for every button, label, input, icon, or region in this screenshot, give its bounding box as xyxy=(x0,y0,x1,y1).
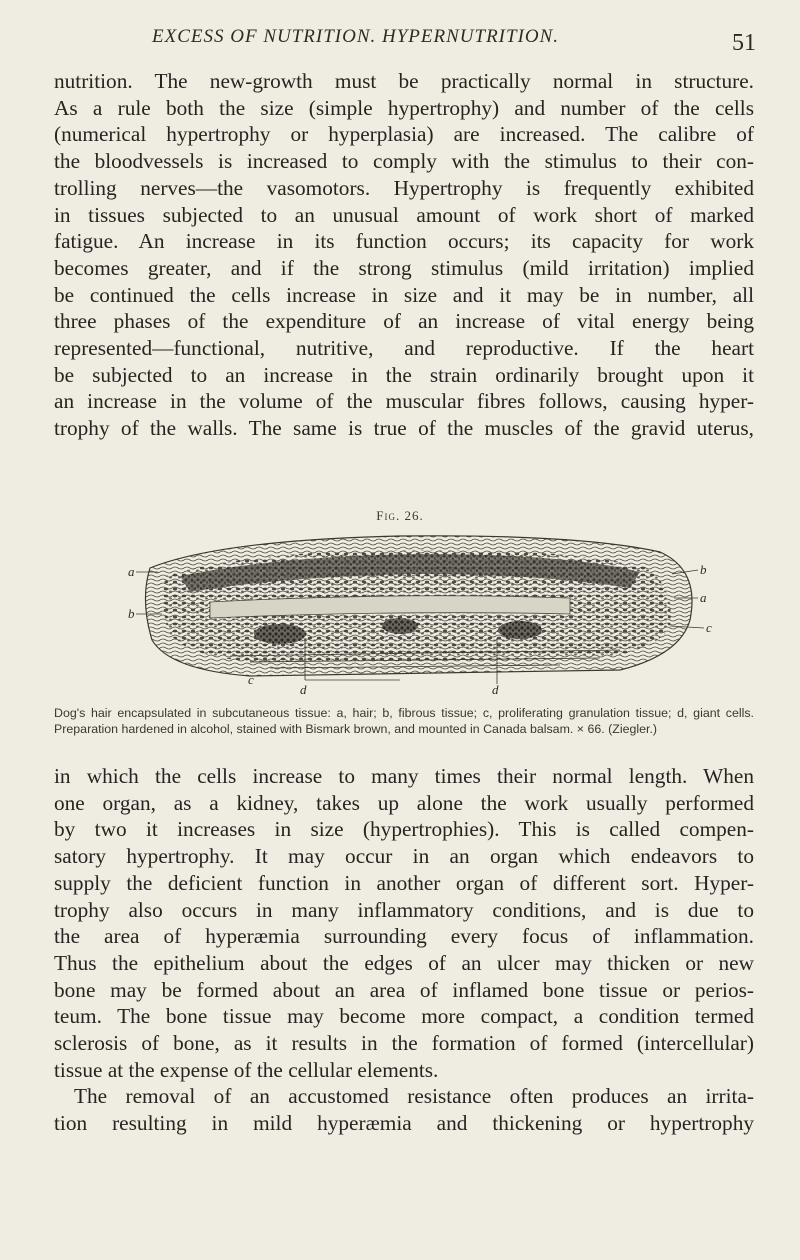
figure-letter-c-bottom: c xyxy=(248,672,254,687)
figure-letter-a-left: a xyxy=(128,564,135,579)
figure-letter-d-right: d xyxy=(492,682,499,695)
text-line: (numerical hypertrophy or hyperplasia) are increased. The calibre of xyxy=(54,122,754,147)
figure-letter-b-left: b xyxy=(128,606,135,621)
paragraph-1 xyxy=(54,68,754,442)
text-line: one organ, as a kidney, takes up alone the work usually performed xyxy=(54,790,754,815)
text-line: supply the deficient function in another organ of different sort. Hyper- xyxy=(54,870,754,895)
text-line: by two it increases in size (hypertrophies). This is called compen- xyxy=(54,817,754,842)
text-line: trophy of the walls. The same is true of the muscles of the gravid uterus, xyxy=(54,416,754,441)
text-line: satory hypertrophy. It may occur in an organ which endeavors to xyxy=(54,844,754,869)
histology-figure xyxy=(100,530,740,695)
text-line: The removal of an accustomed resistance often produces an irrita- xyxy=(74,1084,754,1109)
figure-letter-b-right: b xyxy=(700,562,707,577)
text-line: nutrition. The new-growth must be practically normal in structure. xyxy=(54,69,754,93)
text-line: the area of hyperæmia surrounding every focus of inflammation. xyxy=(54,924,754,949)
text-line: bone may be formed about an area of inflamed bone tissue or perios- xyxy=(54,977,754,1002)
text-line: be continued the cells increase in size and it may be in number, all xyxy=(54,282,754,307)
text-line: trophy also occurs in many inflammatory conditions, and is due to xyxy=(54,897,754,922)
text-line: in tissues subjected to an unusual amount of work short of marked xyxy=(54,202,754,227)
text-line: becomes greater, and if the strong stimulus (mild irritation) implied xyxy=(54,255,754,280)
giant-cell xyxy=(254,624,306,644)
page-number: 51 xyxy=(732,30,756,56)
text-line: sclerosis of bone, as it results in the formation of formed (intercellular) xyxy=(54,1031,754,1056)
text-line: tion resulting in mild hyperæmia and thickening or hypertrophy xyxy=(54,1111,754,1136)
text-line: As a rule both the size (simple hypertrophy) and number of the cells xyxy=(54,95,754,120)
text-line: the bloodvessels is increased to comply with the stimulus to their con- xyxy=(54,149,754,174)
paragraph-2 xyxy=(54,763,754,1137)
text-line: Thus the epithelium about the edges of an ulcer may thicken or new xyxy=(54,950,754,975)
figure-label: Fig. 26. xyxy=(376,508,424,523)
figure-letter-a-right: a xyxy=(700,590,707,605)
text-line: represented—functional, nutritive, and reproductive. If the heart xyxy=(54,336,754,361)
text-line: tissue at the expense of the cellular elements. xyxy=(54,1057,439,1082)
text-line: in which the cells increase to many times their normal length. When xyxy=(54,764,754,788)
text-line: fatigue. An increase in its function occurs; its capacity for work xyxy=(54,229,754,254)
giant-cell xyxy=(498,621,542,639)
text-line: trolling nerves—the vasomotors. Hypertrophy is frequently exhibited xyxy=(54,175,754,200)
running-title: EXCESS OF NUTRITION. HYPERNUTRITION. xyxy=(152,26,560,47)
figure-letter-d-center: d xyxy=(300,682,307,695)
text-line: teum. The bone tissue may become more compact, a condition termed xyxy=(54,1004,754,1029)
giant-cell xyxy=(382,618,418,634)
figure-letter-c-right: c xyxy=(706,620,712,635)
figure-caption: Dog's hair encapsulated in subcutaneous tissue: a, hair; b, fibrous tissue; c, proliferating granulation tissue; d, giant cells. Preparation hardened in alcohol, stained with Bismark brown, and mounted in Canada balsam. × 66. (Ziegler.) xyxy=(54,706,754,736)
running-head xyxy=(70,20,760,60)
text-line: three phases of the expenditure of an increase of vital energy being xyxy=(54,309,754,334)
text-line: be subjected to an increase in the strain ordinarily brought upon it xyxy=(54,362,754,387)
text-line: an increase in the volume of the muscular fibres follows, causing hyper- xyxy=(54,389,754,414)
